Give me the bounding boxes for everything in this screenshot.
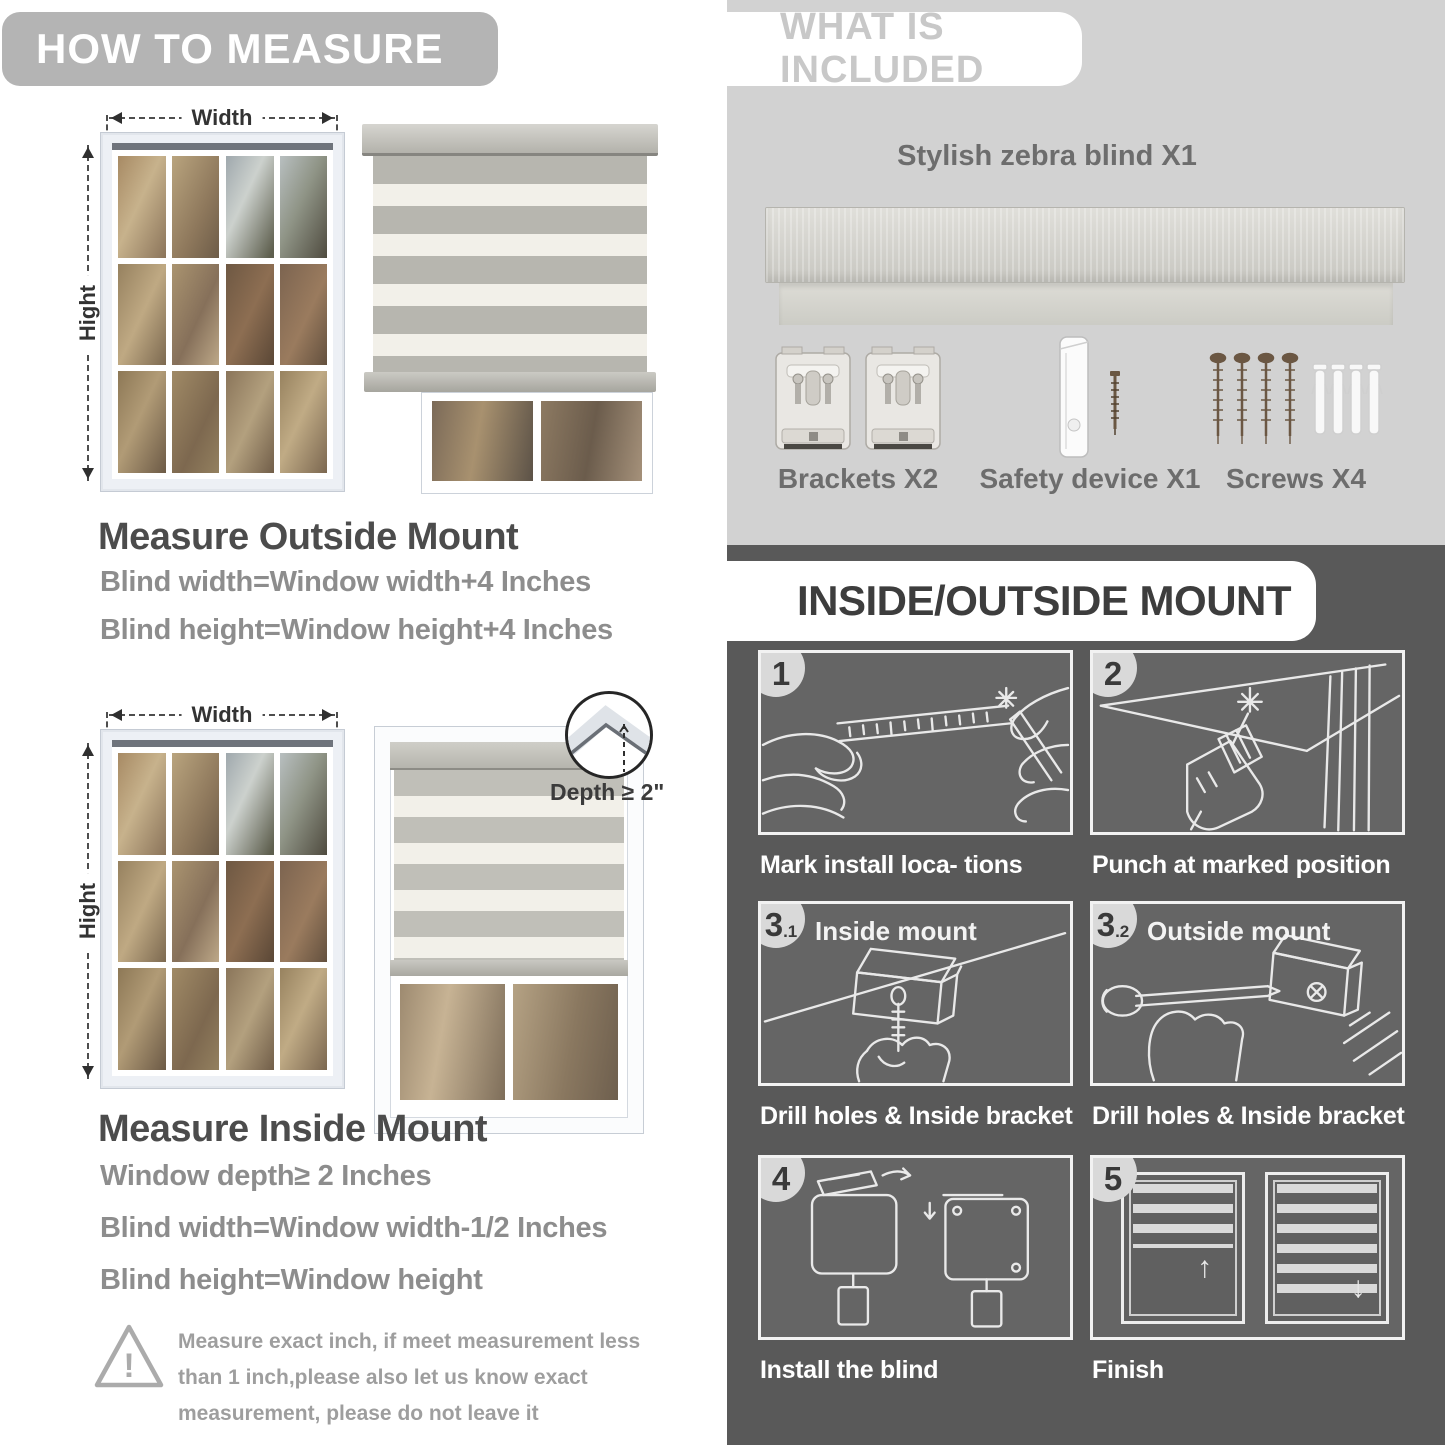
- width-label: Width: [182, 105, 263, 131]
- window-illustration-outside: [100, 132, 345, 492]
- window-sash-right: [226, 753, 327, 1070]
- arrow-up-icon: [82, 141, 94, 158]
- finished-blind-lowered: [1265, 1172, 1389, 1324]
- inside-outside-mount-section: [727, 545, 1445, 1445]
- what-is-included-banner: [702, 6, 1082, 91]
- step-number-badge: 4: [758, 1155, 805, 1202]
- step-panel-4: [758, 1155, 1073, 1340]
- mark-locations-drawing: [761, 653, 1070, 832]
- how-to-measure-banner: [2, 12, 498, 86]
- drill-drawing: [1093, 653, 1402, 832]
- height-label: Hight: [75, 275, 101, 351]
- blind-cassette: [362, 124, 658, 156]
- arrow-right-icon: [322, 112, 339, 124]
- safety-device-label: Safety device X1: [979, 463, 1201, 494]
- zebra-blind-illustration-outside: [362, 124, 658, 496]
- step-number-badge: 3 .2: [1090, 901, 1137, 948]
- depth-callout-circle: [565, 691, 653, 779]
- step-panel-3-2: [1090, 901, 1405, 1086]
- width-label: Width: [182, 702, 263, 728]
- what-is-included-title: WHAT IS INCLUDED: [780, 6, 985, 91]
- install-blind-drawing: [761, 1158, 1070, 1337]
- inside-mount-title: Measure Inside Mount: [98, 1108, 488, 1150]
- what-is-included-section: [727, 0, 1445, 545]
- arrow-right-icon: [322, 709, 339, 721]
- height-label: Hight: [75, 873, 101, 949]
- window-sash-left: [118, 753, 219, 1070]
- outside-mount-line2: Blind height=Window height+4 Inches: [100, 614, 613, 646]
- inside-mount-line3: Blind height=Window height: [100, 1264, 483, 1296]
- up-arrow-icon: ↑: [1197, 1250, 1213, 1284]
- step-number-badge: 2: [1090, 650, 1137, 697]
- down-arrow-icon: ↓: [1350, 1271, 1366, 1305]
- inside-outside-mount-title: INSIDE/OUTSIDE MOUNT: [797, 577, 1292, 624]
- step-panel-title: Outside mount: [1147, 916, 1331, 946]
- blind-headrail-image: [765, 207, 1405, 283]
- step-panel-2: [1090, 650, 1405, 835]
- frame-corner-detail-icon: [568, 694, 650, 776]
- window-track: [112, 740, 333, 747]
- depth-callout-label: Depth ≥ 2": [550, 779, 665, 805]
- step-caption-3-1: Drill holes & Inside bracket: [760, 1102, 1073, 1130]
- step-caption-1: Mark install loca- tions: [760, 851, 1023, 879]
- warning-triangle-icon: [92, 1320, 166, 1394]
- window-sash-left: [118, 156, 219, 473]
- window-sash-right: [226, 156, 327, 473]
- arrow-up-icon: [82, 739, 94, 756]
- screws-icon: [1208, 350, 1384, 454]
- step-number-badge: 5: [1090, 1155, 1137, 1202]
- screws-label: Screws X4: [1225, 463, 1367, 494]
- step-caption-2: Punch at marked position: [1092, 851, 1391, 879]
- outside-mount-title: Measure Outside Mount: [98, 516, 519, 558]
- window-illustration-inside: [100, 729, 345, 1089]
- step-caption-5: Finish: [1092, 1356, 1164, 1384]
- blind-headrail-fabric: [779, 283, 1393, 325]
- step-panel-5: [1090, 1155, 1405, 1340]
- step-panel-1: [758, 650, 1073, 835]
- step-number-badge: 1: [758, 650, 805, 697]
- outside-mount-line1: Blind width=Window width+4 Inches: [100, 566, 591, 598]
- window-track: [112, 143, 333, 150]
- product-label: Stylish zebra blind X1: [897, 140, 1197, 172]
- blind-bottom-rail: [364, 372, 656, 392]
- inside-mount-line2: Blind width=Window width-1/2 Inches: [100, 1212, 608, 1244]
- inside-outside-mount-banner: [727, 561, 1316, 641]
- measurement-warning-text: Measure exact inch, if meet measurement less than 1 inch,please also let us know exact measurement, please do not leave it: [178, 1330, 641, 1425]
- window-under-blind: [421, 392, 653, 494]
- height-dimension-inside: [75, 740, 100, 1082]
- window-under-blind: [396, 980, 622, 1104]
- width-dimension-inside: [106, 702, 338, 727]
- width-dimension-outside: [106, 105, 338, 130]
- height-dimension-outside: [75, 142, 100, 484]
- step-caption-4: Install the blind: [760, 1356, 939, 1384]
- arrow-down-icon: [82, 468, 94, 485]
- svg-text:!: !: [123, 1347, 135, 1385]
- arrow-left-icon: [105, 112, 122, 124]
- step-caption-3-2: Drill holes & Inside bracket: [1092, 1102, 1405, 1130]
- step-number-badge: 3 .1: [758, 901, 805, 948]
- blind-bottom-rail: [390, 960, 628, 976]
- finished-blind-raised: [1121, 1172, 1245, 1324]
- how-to-measure-title: HOW TO MEASURE: [36, 25, 444, 72]
- inside-mount-line1: Window depth≥ 2 Inches: [100, 1160, 432, 1192]
- brackets-label: Brackets X2: [777, 463, 939, 494]
- blind-fabric-stripes: [373, 156, 647, 372]
- brackets-icon: [770, 345, 946, 457]
- arrow-down-icon: [82, 1066, 94, 1083]
- step-panel-3-1: [758, 901, 1073, 1086]
- arrow-left-icon: [105, 709, 122, 721]
- safety-device-icon: [1040, 333, 1140, 465]
- step-panel-title: Inside mount: [815, 916, 977, 946]
